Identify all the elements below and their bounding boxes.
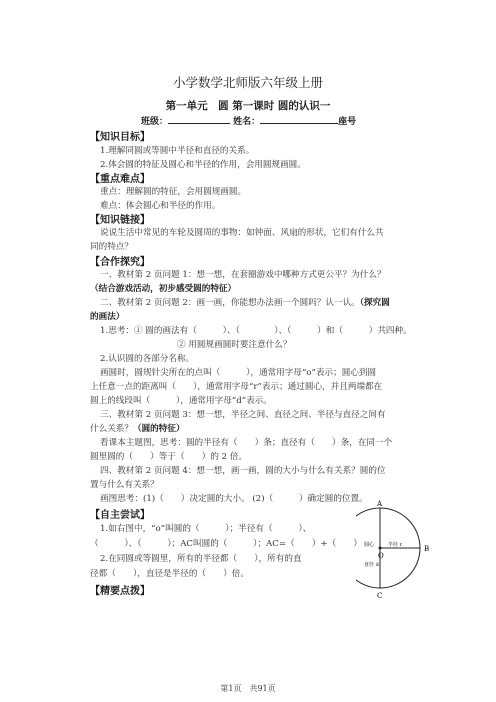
explore-line-16: 置与什么有关系？	[90, 480, 159, 490]
explore-line-4: 的画法）	[90, 312, 125, 322]
student-info-line	[141, 114, 356, 127]
explore-line-12b: （圆的特征）	[132, 424, 185, 434]
explore-line-5: 1.思考：① 圆的画法有（ ）、（ ）、（ ）和（ ）共四种。	[100, 326, 412, 336]
section-knowledge-goals: 【知识目标】	[90, 132, 150, 143]
explore-line-13: 看课本主题图，思考：圆的半径有（ ）条；直径有（ ）条，在同一个	[100, 438, 393, 448]
explore-line-11: 三、教材第 2 页问题 3：想一想，半径之间、直径之间、半径与直径之间有	[100, 410, 386, 420]
explore-line-12a: 什么关系？	[90, 424, 133, 434]
label-c: C	[377, 592, 383, 600]
explore-line-8: 画圆时，圆规针尖所在的点叫（ ），通常用字母“o”表示；圆心到圆	[100, 368, 377, 378]
explore-line-1: 一、教材第 2 页问题 1：想一想，在套圈游戏中哪种方式更公平？为什么？	[100, 270, 386, 280]
circle-diagram	[356, 500, 462, 610]
link-line-2: 同的特点？	[90, 242, 133, 252]
explore-line-10: 圆上的线段叫（ ），通常用字母“d”表示。	[90, 396, 272, 406]
section-self-test: 【自主尝试】	[90, 510, 150, 521]
explore-line-3b: （探究圆	[359, 298, 390, 308]
section-key-guidance: 【精要点拨】	[90, 586, 150, 597]
explore-line-15: 四、教材第 2 页问题 4：想一想，画一画，圆的大小与什么有关系？圆的位	[100, 466, 386, 476]
label-o: O	[378, 552, 384, 560]
label-a: A	[377, 500, 383, 508]
explore-line-12	[90, 422, 185, 434]
explore-line-17: 画图思考：(1)（ ）决定圆的大小。 (2)（ ）确定圆的位置。	[100, 494, 368, 504]
explore-line-6: ② 用圆规画圆时要注意什么？	[177, 340, 292, 350]
class-label: 班级：	[141, 117, 169, 127]
selftest-line-4: 径都（ ），直径是半径的（ ）倍。	[90, 569, 249, 579]
name-label: 姓名：	[233, 117, 261, 127]
explore-line-3	[100, 296, 390, 308]
seat-label: 座号	[338, 117, 357, 127]
label-radius: 半径 r	[388, 542, 402, 548]
document-title: 小学数学北师版六年级上册	[172, 75, 323, 90]
lesson-subtitle: 第一单元 圆 第一课时 圆的认识一	[165, 100, 331, 112]
name-blank	[260, 114, 338, 124]
selftest-line-1: 1.如右图中，“o”叫圆的（ ）；半径有（ ）、	[100, 524, 312, 534]
selftest-line-3: 2.在同圆或等圆里，所有的半径都（ ），所有的直	[100, 554, 302, 564]
goal-line-2: 2.体会圆的特征及圆心和半径的作用，会用圆规画圆。	[100, 160, 306, 170]
label-center: 圆心	[364, 542, 375, 548]
label-b: B	[424, 545, 430, 553]
link-line-1: 说说生活中常见的车轮及圆周的事物：如钟面、风扇的形状，它们有什么共	[100, 228, 384, 238]
explore-line-14: 圆里圆的（ ）等于（ ）的 2 倍。	[90, 452, 248, 462]
page-footer: 第1页 共91页	[220, 684, 276, 693]
label-diameter: 直径 d	[364, 562, 379, 568]
center-point-o	[379, 547, 382, 550]
goal-line-1: 1.理解同圆或等圆中半径和直径的关系。	[100, 146, 255, 156]
keypoint-line-1: 重点：理解圆的特征，会用圆规画圆。	[100, 187, 247, 197]
selftest-line-2: （ ）、（ ）；AC叫圆的（ ）；AC=（ ）+（ ）	[90, 539, 362, 549]
section-knowledge-link: 【知识链接】	[90, 215, 150, 226]
section-key-points: 【重点难点】	[90, 174, 150, 185]
explore-line-7: 2.认识圆的各部分名称。	[100, 354, 195, 364]
explore-line-3a: 二、教材第 2 页问题 2：画一画，你能想办法画一个圆吗？认一认。	[100, 298, 360, 308]
explore-line-9: 上任意一点的距离叫（ ），通常用字母“r”表示；通过圆心，并且两端都在	[90, 382, 383, 392]
section-cooperative-explore: 【合作探究】	[90, 257, 150, 268]
class-blank	[168, 114, 230, 124]
explore-line-2: （结合游戏活动，初步感受圆的特征）	[90, 284, 237, 294]
keypoint-line-2: 难点：体会圆心和半径的作用。	[100, 201, 221, 211]
